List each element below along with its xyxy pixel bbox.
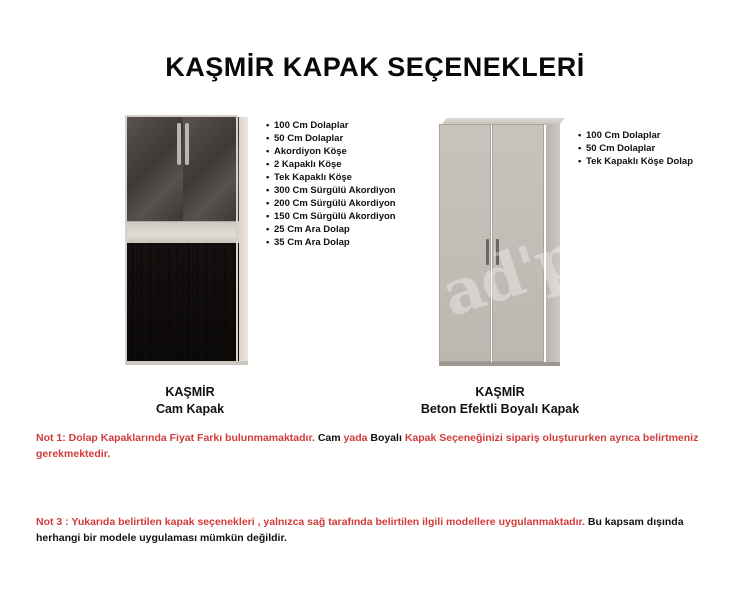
glass-door-feature-list [266, 119, 396, 249]
wardrobe-frame [125, 115, 238, 363]
wardrobe-base [125, 361, 248, 365]
note-1-part: yada [343, 432, 371, 444]
note-1-part: Cam [317, 432, 344, 444]
wardrobe-side-panel [238, 117, 248, 361]
note-1 [36, 430, 726, 462]
wardrobe-base [439, 362, 560, 366]
painted-door-feature-list [578, 129, 693, 168]
list-item: • 35 Cm Ara Dolap [266, 236, 396, 249]
list-item: • 100 Cm Dolaplar [578, 129, 693, 142]
product-name: KAŞMİR [165, 385, 215, 399]
note-3-part: Bu kapsam dışında herhangi bir modele uygulaması mümkün değildir. [36, 516, 684, 544]
watermark: ad'pp [433, 206, 627, 331]
note-1-part: Not 1: Dolap Kapaklarında Fiyat Farkı bulunmamaktadır. [36, 432, 318, 444]
painted-door-right [492, 124, 544, 362]
list-item: • Akordiyon Köşe [266, 145, 396, 158]
list-item: • 150 Cm Sürgülü Akordiyon [266, 210, 396, 223]
note-1-part: Boyalı [370, 432, 405, 444]
list-item: • 100 Cm Dolaplar [266, 119, 396, 132]
note-3-part: Not 3 : Yukarıda belirtilen kapak seçenekleri , yalnızca sağ tarafında belirtilen ilgili modellere uygulanmaktadır. [36, 516, 588, 528]
painted-door-caption [400, 384, 600, 418]
list-item: • 200 Cm Sürgülü Akordiyon [266, 197, 396, 210]
painted-door-wardrobe-image [437, 118, 560, 366]
door-handle [486, 239, 489, 265]
list-item: • 50 Cm Dolaplar [578, 142, 693, 155]
list-item: • 50 Cm Dolaplar [266, 132, 396, 145]
wardrobe-side-panel [546, 124, 560, 362]
note-1-part: Kapak Seçeneğinizi sipariş oluştururken ayrıca belirtmeniz gerekmektedir. [36, 432, 699, 460]
page-title: KAŞMİR KAPAK SEÇENEKLERİ [165, 52, 585, 82]
product-subtitle: Beton Efektli Boyalı Kapak [420, 402, 580, 416]
glass-door-wardrobe-image [125, 115, 248, 365]
note-3 [36, 514, 726, 546]
list-item: • 25 Cm Ara Dolap [266, 223, 396, 236]
product-subtitle: Cam Kapak [155, 402, 225, 416]
list-item: • Tek Kapaklı Köşe [266, 171, 396, 184]
glass-door-caption [110, 384, 270, 418]
list-item: • 300 Cm Sürgülü Akordiyon [266, 184, 396, 197]
painted-door-left [439, 124, 491, 362]
door-handle [496, 239, 499, 265]
list-item: • 2 Kapaklı Köşe [266, 158, 396, 171]
product-name: KAŞMİR [475, 385, 525, 399]
list-item: • Tek Kapaklı Köşe Dolap [578, 155, 693, 168]
